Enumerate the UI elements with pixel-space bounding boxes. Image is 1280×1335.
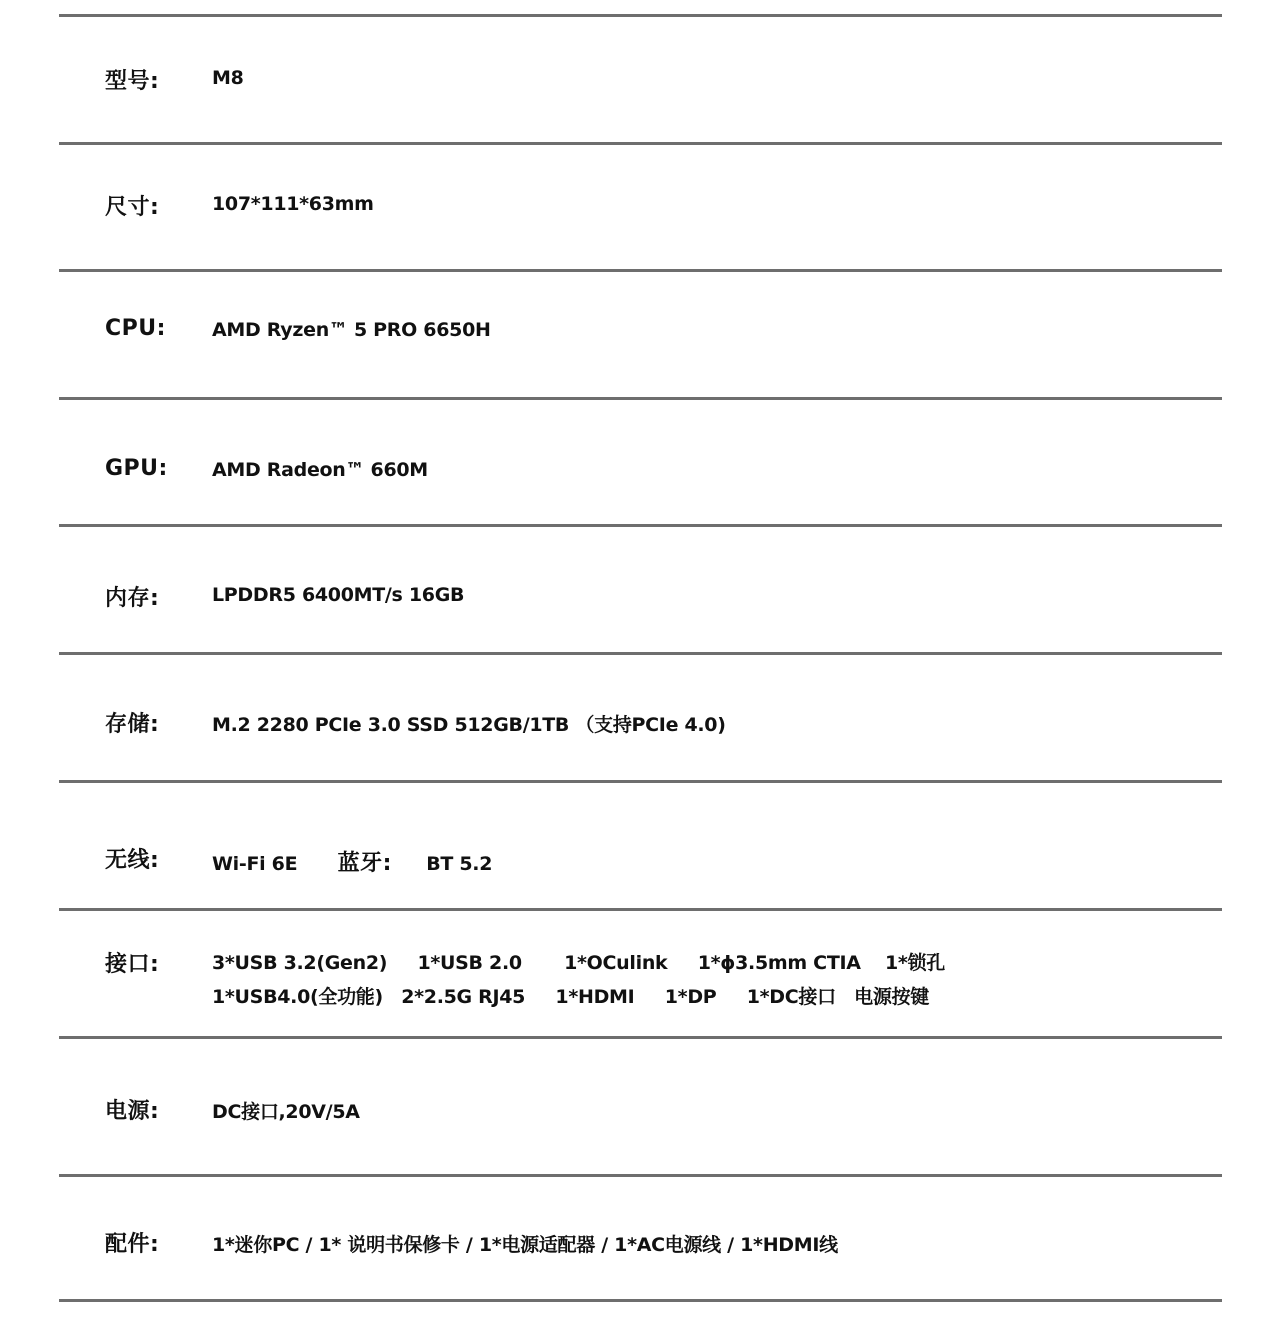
port-item: 3*USB 3.2(Gen2): [212, 952, 388, 974]
spec-label: GPU:: [105, 456, 168, 481]
spec-label: 存储:: [105, 712, 160, 737]
port-item: 1*锁孔: [884, 952, 945, 974]
spec-value: 107*111*63mm: [212, 193, 374, 215]
ports-line-1: [212, 946, 945, 980]
spec-value: AMD Radeon™ 660M: [212, 459, 428, 481]
spec-value: DC接口,20V/5A: [212, 1101, 360, 1123]
spec-value: M8: [212, 67, 244, 89]
spec-value: M.2 2280 PCIe 3.0 SSD 512GB/1TB （支持PCIe 4.0): [212, 714, 726, 736]
wifi-value: Wi-Fi 6E: [212, 853, 298, 875]
divider: [59, 269, 1222, 272]
port-item: 1*ϕ3.5mm CTIA: [697, 952, 861, 974]
spec-value: LPDDR5 6400MT/s 16GB: [212, 584, 465, 606]
divider: [59, 14, 1222, 17]
spec-label: 无线:: [105, 848, 160, 873]
spec-table: [59, 0, 1222, 1335]
spec-label: 接口:: [105, 952, 160, 977]
divider: [59, 908, 1222, 911]
port-item: 1*USB4.0(全功能): [212, 986, 383, 1008]
divider: [59, 780, 1222, 783]
spec-label: 配件:: [105, 1232, 160, 1257]
divider: [59, 524, 1222, 527]
spec-label: CPU:: [105, 316, 166, 341]
bluetooth-label: 蓝牙:: [337, 851, 392, 876]
divider: [59, 1036, 1222, 1039]
divider: [59, 652, 1222, 655]
spec-label: 型号:: [105, 69, 160, 94]
spec-value: 1*迷你PC / 1* 说明书保修卡 / 1*电源适配器 / 1*AC电源线 / 1*HDMI线: [212, 1234, 838, 1256]
bluetooth-value: BT 5.2: [426, 853, 493, 875]
spec-value: [212, 946, 945, 1014]
port-item: 1*HDMI: [555, 986, 635, 1008]
spec-label: 尺寸:: [105, 195, 160, 220]
divider: [59, 397, 1222, 400]
port-item: 1*DC接口: [746, 986, 836, 1008]
port-item: 1*USB 2.0: [417, 952, 522, 974]
divider: [59, 1174, 1222, 1177]
ports-line-2: [212, 980, 945, 1014]
port-item: 2*2.5G RJ45: [401, 986, 526, 1008]
spec-label: 内存:: [105, 586, 160, 611]
spec-value: AMD Ryzen™ 5 PRO 6650H: [212, 319, 491, 341]
divider: [59, 1299, 1222, 1302]
spec-label: 电源:: [105, 1099, 160, 1124]
divider: [59, 142, 1222, 145]
spec-value: [212, 846, 492, 877]
port-item: 电源按键: [854, 986, 929, 1008]
port-item: 1*OCulink: [564, 952, 668, 974]
port-item: 1*DP: [664, 986, 717, 1008]
